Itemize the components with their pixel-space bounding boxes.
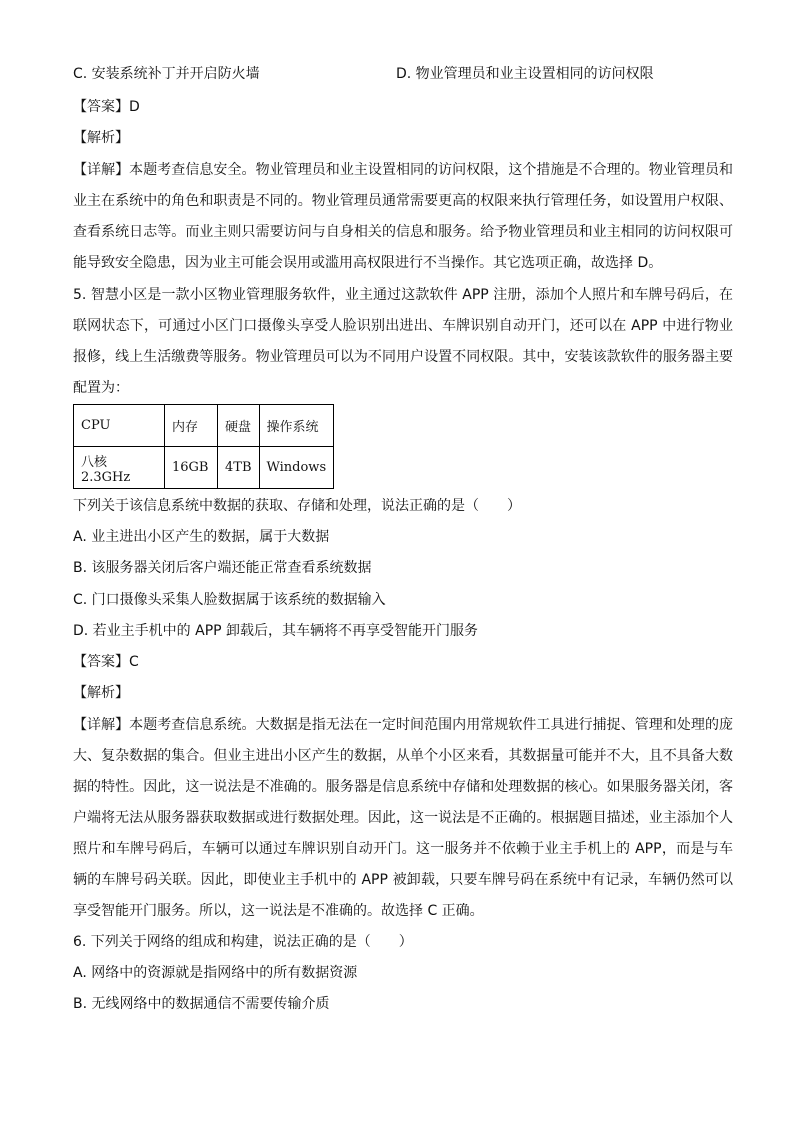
table-cell: 八核 2.3GHz (74, 447, 165, 489)
q5-answer: 【答案】C (73, 654, 139, 670)
q6-stem: 6. 下列关于网络的组成和构建，说法正确的是（ ） (73, 934, 413, 950)
table-header-cell: 硬盘 (218, 405, 260, 447)
q5-question: 下列关于该信息系统中数据的获取、存储和处理，说法正确的是（ ） (73, 498, 521, 514)
q5-option-d: D. 若业主手机中的 APP 卸载后，其车辆将不再享受智能开门服务 (73, 623, 479, 639)
q5-stem: 5. 智慧小区是一款小区物业管理服务软件，业主通过这款软件 APP 注册，添加个人照片和车牌号码后，在联网状态下，可通过小区门口摄像头享受人脸识别出进出、车牌识别自动开门，还可以在 APP 中进行物业报修，线上生活缴费等服务。物业管理员可以为不同用户设置不同权限。其中，安装该款软件的服务器主要配置为： (73, 287, 733, 396)
table-cell: 16GB (165, 447, 218, 489)
table-header-cell: 操作系统 (259, 405, 334, 447)
q4-answer: 【答案】D (73, 99, 140, 115)
table-header-cell: 内存 (165, 405, 218, 447)
table-header-cell: CPU (74, 405, 165, 447)
table-cell: Windows (259, 447, 334, 489)
q6-option-b: B. 无线网络中的数据通信不需要传输介质 (73, 996, 330, 1012)
q5-option-b: B. 该服务器关闭后客户端还能正常查看系统数据 (73, 560, 372, 576)
q5-option-c: C. 门口摄像头采集人脸数据属于该系统的数据输入 (73, 592, 386, 608)
q4-options-row (73, 63, 733, 87)
server-spec-table (73, 404, 334, 489)
q4-detail: 【详解】本题考查信息安全。物业管理员和业主设置相同的访问权限，这个措施是不合理的。物业管理员和业主在系统中的角色和职责是不同的。物业管理员通常需要更高的权限来执行管理任务，如设置用户权限、查看系统日志等。而业主则只需要访问与自身相关的信息和服务。给予物业管理员和业主相同的访问权限可能导致安全隐患，因为业主可能会误用或滥用高权限进行不当操作。其它选项正确，故选择 D。 (73, 162, 733, 271)
q5-detail: 【详解】本题考查信息系统。大数据是指无法在一定时间范围内用常规软件工具进行捕捉、管理和处理的庞大、复杂数据的集合。但业主进出小区产生的数据，从单个小区来看，其数据量可能并不大，且不具备大数据的特性。因此，这一说法是不准确的。服务器是信息系统中存储和处理数据的核心。如果服务器关闭，客户端将无法从服务器获取数据或进行数据处理。因此，这一说法是不正确的。根据题目描述，业主添加个人照片和车牌号码后，车辆可以通过车牌识别自动开门。这一服务并不依赖于业主手机上的 APP，而是与车辆的车牌号码关联。因此，即使业主手机中的 APP 被卸载，只要车牌号码在系统中有记录，车辆仍然可以享受智能开门服务。所以，这一说法是不准确的。故选择 C 正确。 (73, 717, 733, 919)
q4-analysis-label: 【解析】 (73, 130, 129, 146)
table-row (74, 447, 334, 489)
q5-option-a: A. 业主进出小区产生的数据，属于大数据 (73, 529, 330, 545)
q4-option-d: D. 物业管理员和业主设置相同的访问权限 (396, 66, 654, 82)
q5-analysis-label: 【解析】 (73, 685, 129, 701)
table-header-row (74, 405, 334, 447)
table-cell: 4TB (218, 447, 260, 489)
q4-option-c: C. 安装系统补丁并开启防火墙 (73, 66, 260, 82)
q6-option-a: A. 网络中的资源就是指网络中的所有数据资源 (73, 965, 358, 981)
